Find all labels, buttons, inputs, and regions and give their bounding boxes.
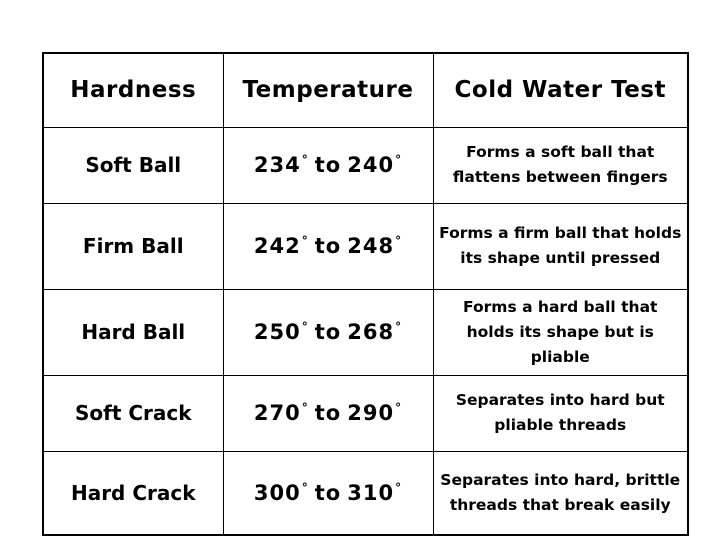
cold-water-test-cell: Forms a firm ball that holds its shape until pressed (433, 203, 688, 289)
degree-symbol: ° (395, 480, 403, 495)
hardness-cell: Hard Crack (43, 451, 223, 535)
cold-water-test-cell: Separates into hard but pliable threads (433, 375, 688, 451)
hardness-cell: Hard Ball (43, 289, 223, 375)
temp-to: to (314, 153, 342, 177)
temp-low: 270 (253, 401, 301, 425)
degree-symbol: ° (301, 480, 309, 495)
temp-high: 310 (347, 480, 395, 505)
temp-high: 240 (347, 153, 395, 177)
temperature-cell (223, 203, 433, 289)
cold-water-test-cell: Separates into hard, brittle threads that break easily (433, 451, 688, 535)
degree-symbol: ° (395, 401, 403, 415)
temp-low: 300 (253, 480, 301, 505)
temp-to: to (314, 480, 342, 505)
temp-low: 242 (253, 234, 301, 258)
table-row (43, 289, 688, 375)
hardness-cell: Firm Ball (43, 203, 223, 289)
degree-symbol: ° (301, 401, 309, 415)
temperature-cell (223, 451, 433, 535)
degree-symbol: ° (301, 153, 309, 167)
table-row (43, 127, 688, 203)
temp-low: 234 (253, 153, 301, 177)
degree-symbol: ° (395, 234, 403, 248)
temp-low: 250 (253, 320, 301, 344)
temp-high: 290 (347, 401, 395, 425)
header-cold-water-test: Cold Water Test (433, 53, 688, 127)
degree-symbol: ° (301, 320, 309, 334)
cold-water-test-cell: Forms a hard ball that holds its shape but is pliable (433, 289, 688, 375)
table-row (43, 451, 688, 535)
temp-high: 268 (347, 320, 395, 344)
table-row (43, 203, 688, 289)
degree-symbol: ° (301, 234, 309, 248)
degree-symbol: ° (395, 320, 403, 334)
hardness-cell: Soft Ball (43, 127, 223, 203)
temp-high: 248 (347, 234, 395, 258)
header-temperature: Temperature (223, 53, 433, 127)
hardness-cell: Soft Crack (43, 375, 223, 451)
degree-symbol: ° (395, 153, 403, 167)
header-hardness: Hardness (43, 53, 223, 127)
candy-stages-table (42, 52, 689, 536)
temperature-cell (223, 289, 433, 375)
cold-water-test-cell: Forms a soft ball that flattens between fingers (433, 127, 688, 203)
temperature-cell (223, 127, 433, 203)
temp-to: to (314, 320, 342, 344)
table-row (43, 375, 688, 451)
temp-to: to (314, 401, 342, 425)
temp-to: to (314, 234, 342, 258)
table-header-row (43, 53, 688, 127)
temperature-cell (223, 375, 433, 451)
